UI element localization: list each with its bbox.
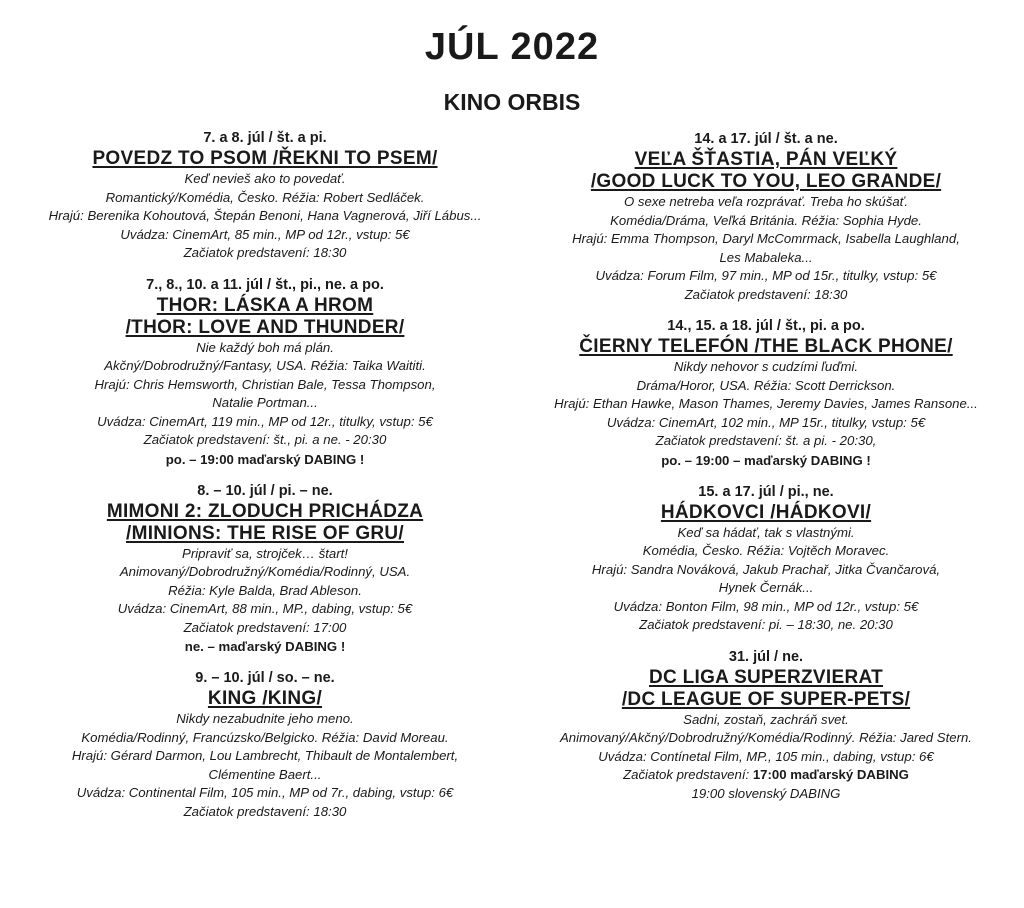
movie-title: DC LIGA SUPERZVIERAT (648, 666, 883, 688)
genre-line: Animovaný/Akčný/Dobrodružný/Komédia/Rodinný. Réžia: Jared Stern. (560, 730, 972, 745)
left-column (0, 129, 530, 821)
screening-date: 14., 15. a 18. júl / št., pi. a po. (667, 318, 865, 334)
movie-title: VEĽA ŠŤASTIA, PÁN VEĽKÝ (634, 149, 898, 170)
tagline: Pripraviť sa, strojček… štart! (182, 545, 348, 561)
start-time-line (508, 766, 1024, 785)
movie-title: HÁDKOVCI /HÁDKOVI/ (660, 501, 872, 523)
cast-line-cont: Hynek Černák... (718, 580, 814, 595)
distributor-line: Uvádza: CinemArt, 88 min., MP., dabing, vstup: 5€ (117, 601, 413, 616)
start-time-line: Začiatok predstavení: 17:00 (183, 619, 347, 635)
tagline: Nikdy nehovor s cudzími ľuďmi. (673, 359, 859, 374)
movie-entry (0, 276, 530, 469)
start-time-dubbing: 17:00 maďarský DABING (752, 767, 909, 782)
screening-date: 14. a 17. júl / št. a ne. (694, 131, 838, 147)
genre-line: Komédia/Rodinný, Francúzsko/Belgicko. Réžia: David Moreau. (81, 729, 449, 745)
dubbing-note: ne. – maďarský DABING ! (184, 639, 346, 654)
start-time-line: Začiatok predstavení: 18:30 (183, 245, 347, 260)
genre-line: Komédia/Dráma, Veľká Británia. Réžia: Sophia Hyde. (610, 212, 922, 228)
start-time-line: Začiatok predstavení: št., pi. a ne. - 20:30 (143, 432, 387, 447)
cast-line-cont: Clémentine Baert... (208, 766, 322, 782)
cast-line-cont: Natalie Portman... (212, 395, 318, 410)
dubbing-note: po. – 19:00 – maďarský DABING ! (661, 452, 871, 468)
movie-entry (508, 648, 1024, 804)
screening-date: 7., 8., 10. a 11. júl / št., pi., ne. a po. (146, 276, 384, 293)
movie-title-original: /GOOD LUCK TO YOU, LEO GRANDE/ (590, 171, 942, 192)
movie-entry (0, 129, 530, 263)
distributor-line: Uvádza: CinemArt, 85 min., MP od 12r., vstup: 5€ (120, 226, 410, 242)
movie-title-original: /THOR: LOVE AND THUNDER/ (125, 316, 405, 338)
genre-line: Komédia, Česko. Réžia: Vojtěch Moravec. (642, 543, 890, 558)
genre-line: Romantický/Komédia, Česko. Réžia: Robert Sedláček. (105, 189, 425, 205)
start-time-line: Začiatok predstavení: 18:30 (183, 803, 347, 819)
movie-title-original: /MINIONS: THE RISE OF GRU/ (125, 522, 405, 544)
genre-line: Animovaný/Dobrodružný/Komédia/Rodinný, USA. (119, 564, 411, 579)
cast-line-cont: Les Mabaleka... (719, 249, 813, 265)
tagline: Nie každý boh má plán. (196, 339, 334, 355)
movie-title: THOR: LÁSKA A HROM (156, 294, 374, 316)
distributor-line: Uvádza: Continental Film, 105 min., MP od 7r., dabing, vstup: 6€ (76, 785, 454, 800)
distributor-line: Uvádza: CinemArt, 102 min., MP 15r., titulky, vstup: 5€ (606, 414, 926, 430)
cast-line: Hrajú: Emma Thompson, Daryl McComrmack, Isabella Laughland, (572, 231, 960, 246)
tagline: Sadni, zostaň, zachráň svet. (683, 711, 849, 727)
cast-line: Hrajú: Sandra Nováková, Jakub Prachař, Jitka Čvančarová, (591, 561, 941, 577)
page-title: JÚL 2022 (424, 26, 600, 68)
screening-date: 8. – 10. júl / pi. – ne. (197, 482, 333, 499)
tagline: Keď nevieš ako to povedať. (184, 171, 346, 186)
start-time-prefix: Začiatok predstavení: (623, 767, 753, 782)
cast-line: Hrajú: Berenika Kohoutová, Štepán Benoni, Hana Vagnerová, Jiří Lábus... (48, 208, 482, 223)
tagline: Nikdy nezabudnite jeho meno. (176, 711, 354, 726)
cast-line: Hrajú: Gérard Darmon, Lou Lambrecht, Thibault de Montalembert, (71, 748, 459, 763)
extra-screening-line: 19:00 slovenský DABING (691, 785, 841, 801)
dubbing-note: po. – 19:00 maďarský DABING ! (165, 451, 365, 467)
start-time-line: Začiatok predstavení: 18:30 (684, 286, 848, 302)
distributor-line: Uvádza: Forum Film, 97 min., MP od 15r., titulky, vstup: 5€ (595, 268, 937, 283)
cast-line: Hrajú: Chris Hemsworth, Christian Bale, Tessa Thompson, (94, 376, 436, 392)
movie-title: POVEDZ TO PSOM /ŘEKNI TO PSEM/ (92, 148, 438, 169)
right-column (508, 130, 1024, 803)
movie-entry (0, 482, 530, 657)
cinema-name: KINO ORBIS (443, 89, 581, 115)
movie-title: MIMONI 2: ZLODUCH PRICHÁDZA (106, 500, 424, 522)
distributor-line: Uvádza: Contínetal Film, MP., 105 min., dabing, vstup: 6€ (598, 748, 934, 764)
screening-date: 9. – 10. júl / so. – ne. (195, 670, 335, 686)
cast-line: Hrajú: Ethan Hawke, Mason Thames, Jeremy Davies, James Ransone... (554, 396, 978, 411)
movie-title: KING /KING/ (207, 688, 323, 709)
movie-entry (508, 317, 1024, 470)
screening-date: 15. a 17. júl / pi., ne. (698, 483, 834, 500)
movie-title-original: /DC LEAGUE OF SUPER-PETS/ (621, 688, 911, 710)
tagline: O sexe netreba veľa rozprávať. Treba ho skúšať. (623, 194, 909, 209)
start-time-line: Začiatok predstavení: pi. – 18:30, ne. 20:30 (639, 617, 893, 632)
genre-line: Dráma/Horor, USA. Réžia: Scott Derrickson. (636, 377, 896, 393)
movie-entry (0, 669, 530, 821)
director-line: Réžia: Kyle Balda, Brad Ableson. (168, 582, 362, 598)
distributor-line: Uvádza: CinemArt, 119 min., MP od 12r., titulky, vstup: 5€ (97, 413, 433, 429)
start-time-line: Začiatok predstavení: št. a pi. - 20:30, (655, 433, 877, 448)
screening-date: 7. a 8. júl / št. a pi. (203, 130, 327, 146)
movie-entry (508, 483, 1024, 635)
distributor-line: Uvádza: Bonton Film, 98 min., MP od 12r., vstup: 5€ (613, 598, 919, 614)
tagline: Keď sa hádať, tak s vlastnými. (677, 524, 855, 540)
movie-title: ČIERNY TELEFÓN /THE BLACK PHONE/ (579, 336, 953, 357)
screening-date: 31. júl / ne. (728, 648, 804, 665)
movie-entry (508, 130, 1024, 304)
genre-line: Akčný/Dobrodružný/Fantasy, USA. Réžia: Taika Waititi. (104, 358, 426, 373)
